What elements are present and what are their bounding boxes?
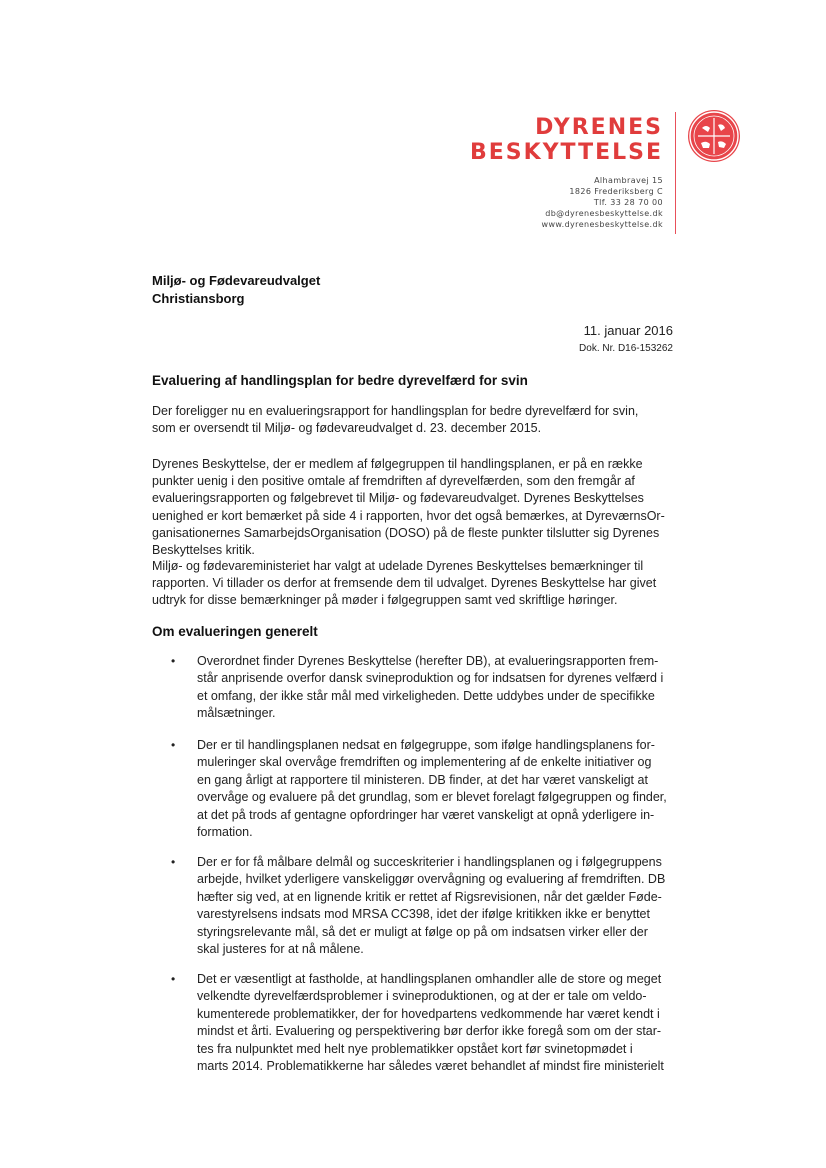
paragraph-line: Miljø- og fødevareministeriet har valgt at udelade Dyrenes Beskyttelses bemærkninger til — [152, 559, 644, 573]
seal-logo-icon — [688, 110, 740, 162]
bullet-line: mindst et årti. Evaluering og perspektivering bør derfor ikke foregå som om der star- — [197, 1024, 662, 1039]
bullet-line: en gang årligt at rapportere til ministeren. DB finder, at det har været vanskeligt at — [197, 772, 648, 787]
logo-line-2: BESKYTTELSE — [469, 140, 663, 165]
bullet-line: et omfang, der ikke står mål med virkeligheden. Dette uddybes under de specifikke — [197, 688, 655, 703]
recipient-name: Miljø- og Fødevareudvalget — [152, 273, 321, 288]
bullet-line: velkendte dyrevelfærdsproblemer i svineproduktionen, og at der er tale om veldo- — [197, 989, 647, 1004]
paragraph-line: punkter uenig i den positive omtale af fremdriften af dyrevelfærden, som den fremgår af — [152, 474, 635, 489]
bullet-line: Der er til handlingsplanen nedsat en følgegruppe, som ifølge handlingsplanens for- — [197, 738, 655, 752]
bullet-line: Der er for få målbare delmål og succeskriterier i handlingsplanen og i følgegruppens — [197, 855, 662, 869]
paragraph-1 — [152, 403, 692, 437]
address-line: 1826 Frederiksberg C — [569, 187, 663, 196]
bullet-icon: • — [171, 972, 176, 986]
paragraph-line: udtryk for disse bemærkninger på møder i følgegruppen samt ved skriftlige høringer. — [152, 593, 618, 608]
paragraph-line: evalueringsrapporten og følgebrevet til Miljø- og fødevareudvalget. Dyrenes Beskyttelses — [152, 491, 644, 506]
bullet-line: overvåge og evaluere på det grundlag, som er blevet forelagt følgegruppen og finder, — [197, 790, 667, 805]
bullet-line: formation. — [197, 825, 253, 840]
letterhead-divider — [675, 112, 676, 234]
paragraph-line: Dyrenes Beskyttelse, der er medlem af følgegruppen til handlingsplanen, er på en række — [152, 457, 643, 471]
paragraph-line: Der foreligger nu en evalueringsrapport for handlingsplan for bedre dyrevelfærd for svin, — [152, 404, 639, 418]
paragraph-3 — [152, 558, 692, 610]
address-line: Alhambravej 15 — [594, 176, 663, 185]
paragraph-line: Beskyttelses kritik. — [152, 543, 255, 558]
organization-logo-text — [470, 115, 663, 165]
paragraph-line: rapporten. Vi tillader os derfor at fremsende dem til udvalget. Dyrenes Beskyttelse har givet — [152, 576, 657, 591]
bullet-item-1 — [197, 653, 677, 723]
bullet-item-3 — [197, 854, 677, 958]
letter-date: 11. januar 2016 — [583, 323, 673, 338]
bullet-line: Overordnet finder Dyrenes Beskyttelse (herefter DB), at evalueringsrapporten frem- — [197, 654, 659, 668]
bullet-line: Det er væsentligt at fastholde, at handlingsplanen omhandler alle de store og meget — [197, 972, 662, 986]
bullet-line: at det på trods af gentagne opfordringer har været vanskeligt at opnå yderligere in- — [197, 807, 655, 822]
phone-line: Tlf. 33 28 70 00 — [593, 198, 663, 207]
bullet-line: hæfter sig ved, at en lignende kritik er rettet af Rigsrevisionen, når det gælder Føde- — [197, 889, 662, 904]
bullet-icon: • — [171, 654, 176, 668]
bullet-line: muleringer skal overvåge fremdriften og implementering af de enkelte initiativer og — [197, 755, 652, 770]
logo-line-1: DYRENES — [535, 115, 663, 140]
paragraph-line: som er oversendt til Miljø- og fødevareudvalget d. 23. december 2015. — [152, 421, 542, 436]
bullet-line: marts 2014. Problematikkerne har således været behandlet af mindst fire ministerielt — [197, 1059, 664, 1074]
paragraph-line: uenighed er kort bemærket på side 4 i rapporten, hvor det også bemærkes, at DyreværnsOr- — [152, 508, 665, 523]
bullet-line: tes fra nulpunktet med helt nye problematikker opstået kort før svinetopmødet i — [197, 1041, 633, 1056]
bullet-line: målsætninger. — [197, 706, 276, 721]
recipient-location: Christiansborg — [152, 291, 245, 306]
organization-address — [542, 175, 663, 230]
letter-subject: Evaluering af handlingsplan for bedre dyrevelfærd for svin — [152, 373, 528, 388]
paragraph-line: ganisationernes SamarbejdsOrganisation (DOSO) på de fleste punkter tilslutter sig Dyrenes — [152, 525, 660, 540]
bullet-item-4 — [197, 971, 677, 1075]
bullet-line: står anprisende overfor dansk svineproduktion og for indsatsen for dyrenes velfærd i — [197, 671, 664, 686]
document-number: Dok. Nr. D16-153262 — [579, 343, 673, 354]
bullet-line: kumenterede problematikker, der for hovedpartens vedkommende har været kendt i — [197, 1006, 660, 1021]
bullet-line: arbejde, hvilket yderligere vanskeliggør overvågning og evaluering af fremdriften. DB — [197, 872, 666, 887]
bullet-line: varestyrelsens indsats mod MRSA CC398, idet der ifølge kritikken ikke er benyttet — [197, 907, 650, 922]
bullet-line: styringsrelevante mål, så det er muligt at følge op på om indsatsen virker eller der — [197, 924, 648, 939]
recipient-block — [152, 272, 320, 308]
email-line: db@dyrenesbeskyttelse.dk — [545, 209, 663, 218]
bullet-icon: • — [171, 855, 176, 869]
section-heading: Om evalueringen generelt — [152, 624, 318, 639]
website-line: www.dyrenesbeskyttelse.dk — [541, 220, 663, 229]
bullet-item-2 — [197, 737, 677, 841]
bullet-line: skal justeres for at nå målene. — [197, 942, 364, 957]
bullet-icon: • — [171, 738, 176, 752]
paragraph-2 — [152, 456, 692, 559]
